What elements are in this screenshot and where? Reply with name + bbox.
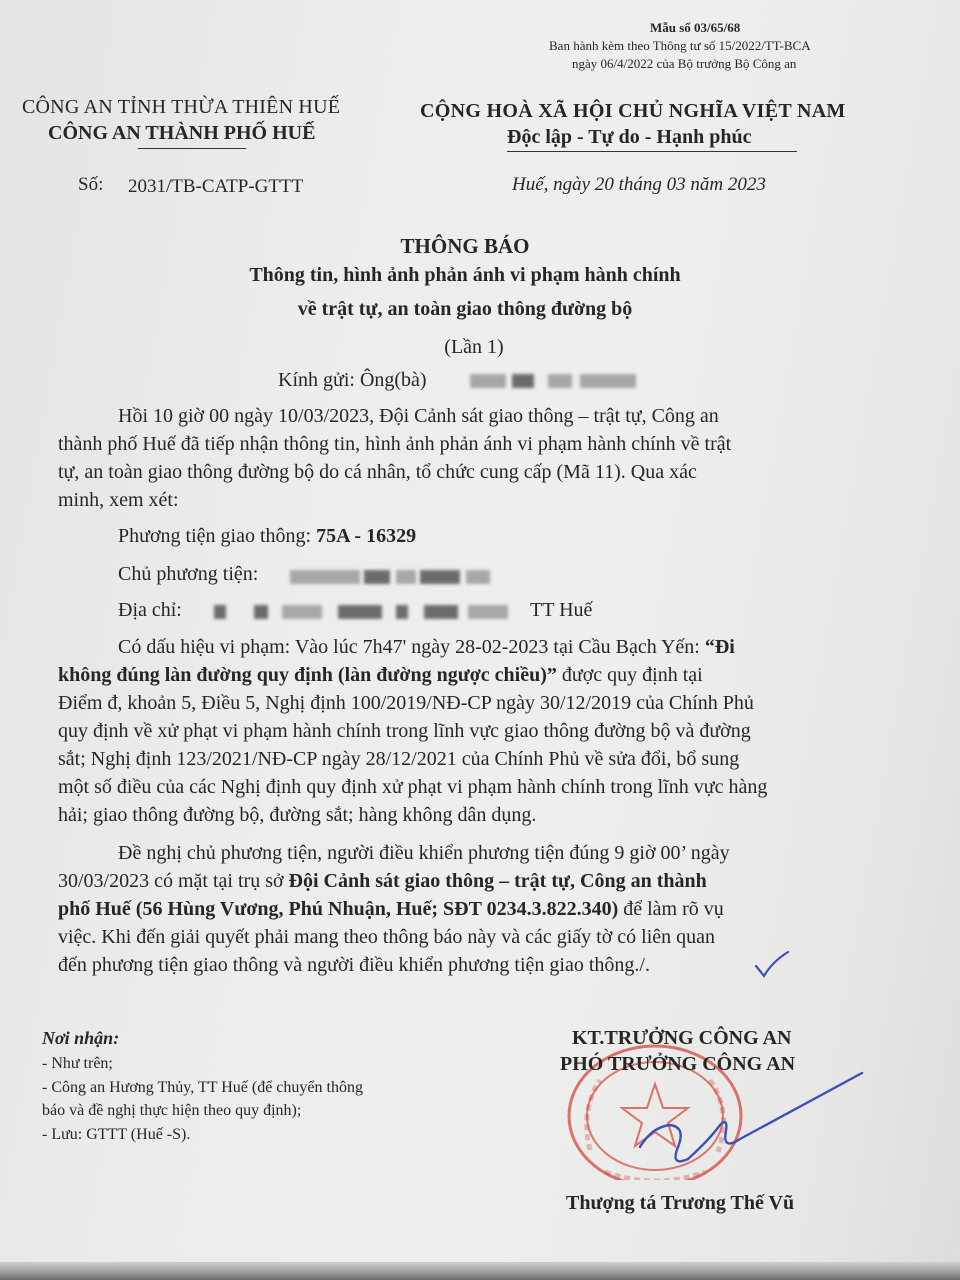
motto-underline [507, 151, 797, 152]
summons-address: phố Huế (56 Hùng Vương, Phú Nhuận, Huế; SĐT 0234.3.822.340) [58, 898, 619, 920]
form-issued-by: Ban hành kèm theo Thông tư số 15/2022/TT-BCA [549, 38, 811, 53]
doc-date: Huế, ngày 20 tháng 03 năm 2023 [512, 174, 766, 195]
form-issued-date: ngày 06/4/2022 của Bộ trưởng Bộ Công an [572, 56, 797, 71]
paragraph-3-line: Đề nghị chủ phương tiện, người điều khiển phương tiện đúng 9 giờ 00’ ngày [118, 842, 730, 864]
violation-regulated: được quy định tại [556, 664, 703, 686]
redacted-address [396, 605, 408, 619]
signer-title-2: PHÓ TRƯỞNG CÔNG AN [560, 1053, 796, 1075]
paragraph-3-line: việc. Khi đến giải quyết phải mang theo thông báo này và các giấy tờ có liên quan [58, 926, 716, 948]
doc-number: 2031/TB-CATP-GTTT [128, 176, 304, 197]
redacted-address [254, 605, 268, 619]
recipient-item: - Như trên; [42, 1055, 113, 1072]
recipient-item: - Lưu: GTTT (Huế -S). [42, 1126, 191, 1143]
paragraph-2-line [118, 636, 735, 659]
nation-title: CỘNG HOÀ XÃ HỘI CHỦ NGHĨA VIỆT NAM [420, 100, 846, 122]
signer-name: Thượng tá Trương Thế Vũ [566, 1192, 795, 1214]
redacted-recipient-name [512, 374, 534, 388]
signer-title-1: KT.TRƯỞNG CÔNG AN [572, 1027, 792, 1049]
nation-motto: Độc lập - Tự do - Hạnh phúc [507, 126, 752, 148]
paper-bottom-shadow [0, 1262, 960, 1280]
vehicle-plate: 75A - 16329 [316, 525, 417, 547]
owner-label: Chủ phương tiện: [118, 563, 259, 585]
doc-title: THÔNG BÁO [400, 234, 530, 258]
vehicle-row [118, 525, 416, 548]
violation-description: không đúng làn đường quy định (làn đường ngược chiều)” [58, 664, 557, 686]
paragraph-2-line: Điểm đ, khoản 5, Điều 5, Nghị định 100/2019/NĐ-CP ngày 30/12/2019 của Chính Phủ [58, 692, 754, 714]
paragraph-2-line: hải; giao thông đường bộ, đường sắt; hàng không dân dụng. [58, 804, 537, 826]
redacted-recipient-name [548, 374, 572, 388]
paragraph-3-line: đến phương tiện giao thông và người điều khiển phương tiện giao thông./. [58, 954, 650, 976]
pen-tick-mark [752, 948, 792, 982]
paragraph-1-line: thành phố Huế đã tiếp nhận thông tin, hình ảnh phản ánh vi phạm hành chính về trật [58, 433, 732, 455]
redacted-address [424, 605, 458, 619]
handwritten-signature [600, 1055, 870, 1185]
paragraph-3-line [58, 870, 707, 893]
summons-date: 30/03/2023 có mặt tại trụ sở [58, 870, 289, 892]
form-number: Mẫu số 03/65/68 [650, 20, 741, 35]
recipients-title: Nơi nhận: [42, 1028, 120, 1048]
doc-subtitle-2: về trật tự, an toàn giao thông đường bộ [297, 298, 633, 320]
address-label: Địa chỉ: [118, 599, 182, 621]
summons-office: Đội Cảnh sát giao thông – trật tự, Công an thành [288, 870, 707, 892]
redacted-address [214, 605, 226, 619]
paragraph-1-line: minh, xem xét: [58, 489, 179, 511]
redacted-owner-name [420, 570, 460, 584]
paragraph-2-line: sắt; Nghị định 123/2021/NĐ-CP ngày 28/12/2021 của Chính Phủ về sửa đổi, bổ sung [58, 748, 740, 770]
summons-purpose: để làm rõ vụ [618, 898, 724, 920]
salutation: Kính gửi: Ông(bà) [278, 369, 427, 391]
redacted-address [468, 605, 508, 619]
redacted-owner-name [290, 570, 360, 584]
redacted-address [338, 605, 382, 619]
violation-intro: Có dấu hiệu vi phạm: Vào lúc 7h47' ngày 28-02-2023 tại Cầu Bạch Yến: [118, 636, 705, 658]
org-parent: CÔNG AN TỈNH THỪA THIÊN HUẾ [22, 96, 341, 118]
redacted-address [282, 605, 322, 619]
violation-quote-start: “Đi [704, 636, 735, 658]
vehicle-label: Phương tiện giao thông: [118, 525, 312, 547]
recipient-item: báo và đề nghị thực hiện theo quy định); [42, 1102, 302, 1119]
redacted-recipient-name [470, 374, 506, 388]
redacted-recipient-name [580, 374, 636, 388]
org-underline [138, 148, 246, 149]
paragraph-2-line: quy định về xử phạt vi phạm hành chính trong lĩnh vực giao thông đường bộ và đường [58, 720, 751, 742]
redacted-owner-name [466, 570, 490, 584]
doc-subtitle-1: Thông tin, hình ảnh phản ánh vi phạm hành chính [249, 264, 681, 286]
redacted-owner-name [364, 570, 390, 584]
paragraph-1-line: tự, an toàn giao thông đường bộ do cá nhân, tổ chức cung cấp (Mã 11). Qua xác [58, 461, 697, 483]
paragraph-2-line: một số điều của các Nghị định quy định xử phạt vi phạm hành chính trong lĩnh vực hàng [58, 776, 768, 798]
doc-number-label: Số: [78, 174, 104, 195]
paragraph-1-line: Hồi 10 giờ 00 ngày 10/03/2023, Đội Cảnh sát giao thông – trật tự, Công an [118, 405, 719, 427]
redacted-owner-name [396, 570, 416, 584]
org-unit: CÔNG AN THÀNH PHỐ HUẾ [48, 122, 316, 144]
recipient-item: - Công an Hương Thủy, TT Huế (để chuyển thông [42, 1079, 363, 1096]
paragraph-2-line [58, 664, 703, 687]
address-tail: TT Huế [530, 599, 593, 621]
notice-count: (Lần 1) [444, 336, 504, 358]
paragraph-3-line [58, 898, 724, 921]
